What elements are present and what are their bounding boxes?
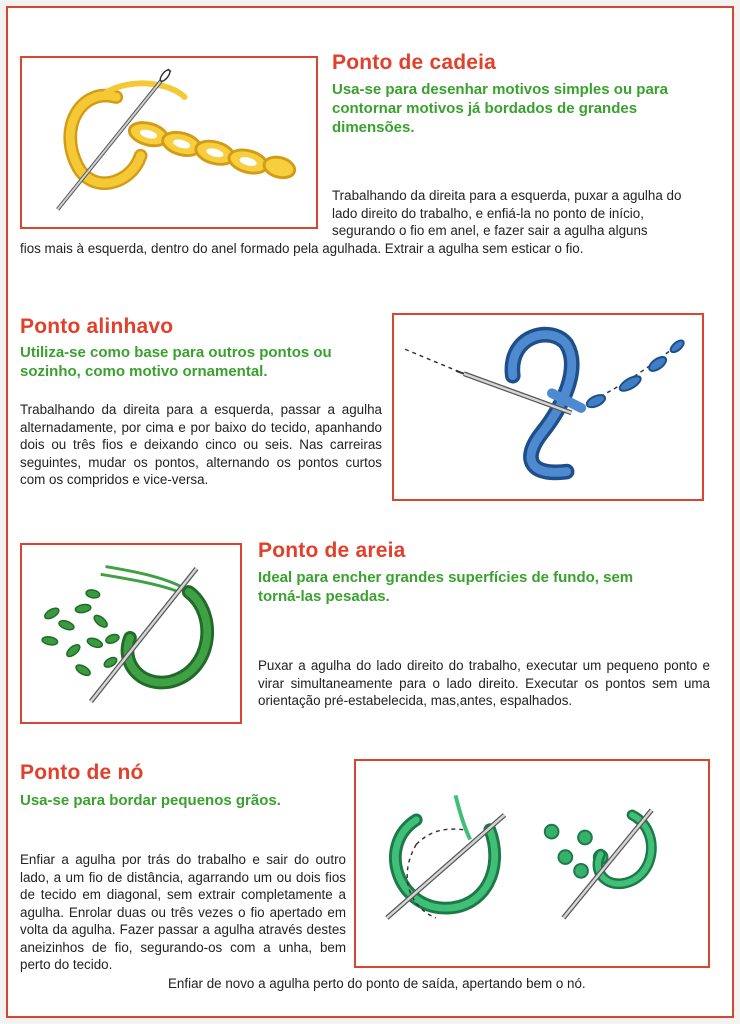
section-title-ponto-alinhavo: Ponto alinhavo	[20, 315, 174, 338]
section-title-ponto-de-cadeia: Ponto de cadeia	[332, 51, 497, 74]
section-text-ponto-alinhavo: Trabalhando da direita para a esquerda, passar a agulha alternadamente, por cima e por baixo do tecido, apanhando dois ou três fios e deixando cinco ou seis. Nas carreiras seguintes, mudar os pontos, alternando os pontos curtos com os compridos e vice-versa.	[20, 402, 382, 487]
section-subtitle-ponto-alinhavo: Utiliza-se como base para outros pontos ou sozinho, como motivo ornamental.	[20, 344, 332, 380]
section-subtitle-ponto-de-cadeia: Usa-se para desenhar motivos simples ou para contornar motivos já bordados de grandes dimensões.	[332, 81, 668, 136]
section-text-continued-ponto-de-no: Enfiar de novo a agulha perto do ponto de saída, apertando bem o nó.	[168, 976, 586, 991]
section-subtitle-ponto-de-areia: Ideal para encher grandes superfícies de fundo, sem torná-las pesadas.	[258, 569, 634, 605]
illustration-french-knot	[354, 759, 710, 968]
illustration-chain-stitch	[20, 56, 318, 229]
section-title-ponto-de-no: Ponto de nó	[20, 761, 144, 784]
section-text-ponto-de-no: Enfiar a agulha por trás do trabalho e sair do outro lado, a um fio de distância, agarrando um ou dois fios de tecido em diagonal, sem extrair completamente a agulha. Enrolar duas ou três vezes o fio apertado em volta da agulha. Fazer passar a agulha através destes aneizinhos de fio, segurando-os com a unha, bem perto do tecido.	[20, 852, 346, 972]
section-text-ponto-de-areia: Puxar a agulha do lado direito do trabalho, executar um pequeno ponto e virar simultaneamente para o lado direito. Executar os pontos sem uma orientação pré-estabelecida, mas,antes, espalhados.	[258, 658, 710, 708]
illustration-seed-stitch	[20, 543, 242, 724]
illustration-running-stitch	[392, 313, 704, 501]
section-title-ponto-de-areia: Ponto de areia	[258, 539, 406, 562]
section-subtitle-ponto-de-no: Usa-se para bordar pequenos grãos.	[20, 792, 281, 809]
section-text-continued-ponto-de-cadeia: fios mais à esquerda, dentro do anel formado pela agulhada. Extrair a agulha sem esticar o fio.	[20, 241, 584, 256]
section-text-ponto-de-cadeia: Trabalhando da direita para a esquerda, puxar a agulha do lado direito do trabalho, e enfiá-la no ponto de início, segurando o fio em anel, e fazer sair a agulha alguns	[332, 188, 682, 238]
